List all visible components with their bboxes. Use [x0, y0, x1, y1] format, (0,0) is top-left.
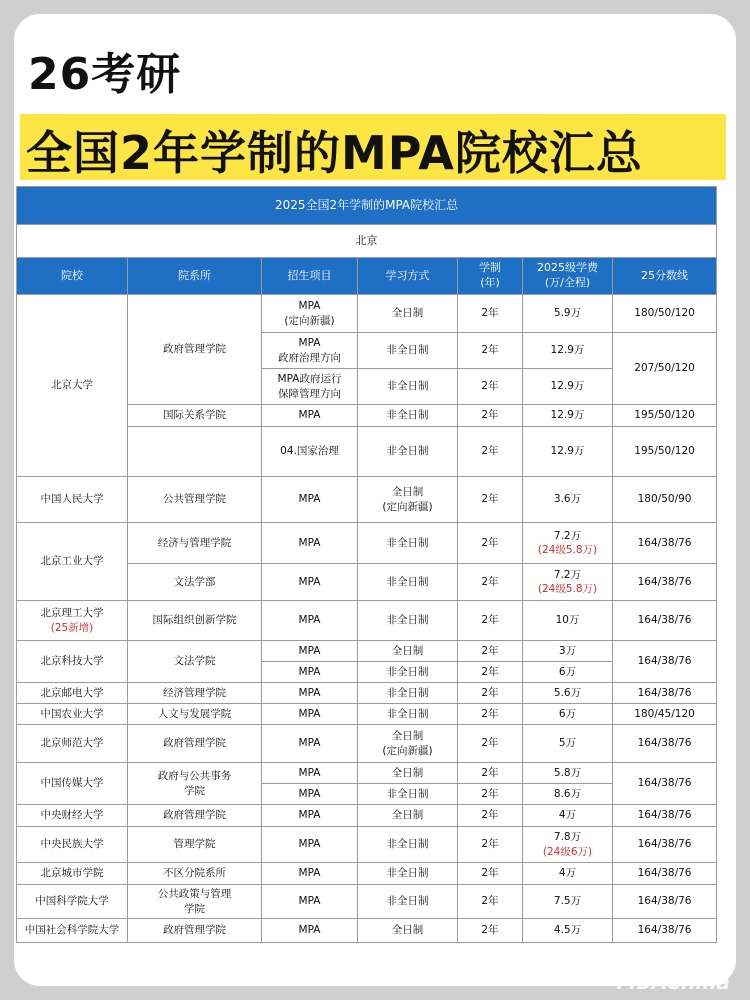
- col-header: 学制 (年): [458, 258, 523, 295]
- program-cell: MPA: [262, 641, 358, 662]
- poster-title-line2: 全国2年学制的MPA院校汇总: [26, 126, 643, 180]
- years-cell: 2年: [458, 704, 523, 725]
- school-cell: 中国农业大学: [17, 704, 128, 725]
- score-cell: 164/38/76: [613, 863, 717, 885]
- school-cell: 中央财经大学: [17, 805, 128, 827]
- fee-cell: 5.9万: [523, 295, 613, 333]
- years-cell: 2年: [458, 477, 523, 523]
- school-cell: 北京大学: [17, 295, 128, 477]
- dept-cell: 经济管理学院: [128, 683, 262, 704]
- mode-cell: 非全日制: [358, 369, 458, 405]
- mode-cell: 全日制: [358, 919, 458, 943]
- mode-cell: 非全日制: [358, 405, 458, 427]
- years-cell: 2年: [458, 662, 523, 683]
- years-cell: 2年: [458, 369, 523, 405]
- fee-cell: 5万: [523, 725, 613, 763]
- mode-cell: 全日制 (定向新疆): [358, 725, 458, 763]
- mode-cell: 非全日制: [358, 704, 458, 725]
- program-cell: MPA: [262, 763, 358, 784]
- school-cell: 北京科技大学: [17, 641, 128, 683]
- school-cell: 北京邮电大学: [17, 683, 128, 704]
- mode-cell: 非全日制: [358, 827, 458, 863]
- col-header: 学习方式: [358, 258, 458, 295]
- mode-cell: 非全日制: [358, 683, 458, 704]
- program-cell: MPA: [262, 523, 358, 564]
- program-cell: MPA: [262, 405, 358, 427]
- program-cell: MPA: [262, 885, 358, 919]
- fee-cell: 6万: [523, 662, 613, 683]
- score-cell: 164/38/76: [613, 641, 717, 683]
- program-cell: MPA: [262, 784, 358, 805]
- mpa-schools-table: [16, 186, 717, 943]
- years-cell: 2年: [458, 683, 523, 704]
- fee-cell: 5.8万: [523, 763, 613, 784]
- years-cell: 2年: [458, 784, 523, 805]
- school-cell: 中央民族大学: [17, 827, 128, 863]
- fee-cell: 4.5万: [523, 919, 613, 943]
- fee-cell: 7.5万: [523, 885, 613, 919]
- program-cell: MPA: [262, 601, 358, 641]
- watermark-logo: MBAChina: [616, 970, 730, 994]
- fee-note: (24级5.8万): [537, 544, 598, 556]
- fee-cell: 12.9万: [523, 369, 613, 405]
- score-cell: 164/38/76: [613, 725, 717, 763]
- years-cell: 2年: [458, 725, 523, 763]
- score-cell: 164/38/76: [613, 827, 717, 863]
- score-cell: 180/50/120: [613, 295, 717, 333]
- dept-cell: 政府与公共事务 学院: [128, 763, 262, 805]
- years-cell: 2年: [458, 333, 523, 369]
- years-cell: 2年: [458, 405, 523, 427]
- mode-cell: 全日制: [358, 641, 458, 662]
- program-cell: MPA: [262, 919, 358, 943]
- col-header: 院系所: [128, 258, 262, 295]
- school-cell: 中国社会科学院大学: [17, 919, 128, 943]
- fee-cell: 12.9万: [523, 405, 613, 427]
- years-cell: 2年: [458, 601, 523, 641]
- table-caption: 2025全国2年学制的MPA院校汇总: [17, 187, 717, 225]
- program-cell: MPA: [262, 564, 358, 601]
- col-header: 2025级学费 (万/全程): [523, 258, 613, 295]
- fee-cell: 8.6万: [523, 784, 613, 805]
- years-cell: 2年: [458, 805, 523, 827]
- dept-cell: 政府管理学院: [128, 919, 262, 943]
- fee-cell: 3.6万: [523, 477, 613, 523]
- fee-value: 7.8万: [553, 831, 582, 844]
- dept-cell: [128, 427, 262, 477]
- score-cell: 195/50/120: [613, 405, 717, 427]
- mode-cell: 非全日制: [358, 885, 458, 919]
- years-cell: 2年: [458, 564, 523, 601]
- school-cell: 北京工业大学: [17, 523, 128, 601]
- fee-cell: [523, 564, 613, 601]
- program-cell: 04.国家治理: [262, 427, 358, 477]
- mode-cell: 非全日制: [358, 523, 458, 564]
- years-cell: 2年: [458, 641, 523, 662]
- fee-note: (24级5.8万): [537, 583, 598, 595]
- program-cell: MPA (定向新疆): [262, 295, 358, 333]
- score-cell: 164/38/76: [613, 763, 717, 805]
- program-cell: MPA: [262, 704, 358, 725]
- score-cell: 195/50/120: [613, 427, 717, 477]
- years-cell: 2年: [458, 885, 523, 919]
- program-cell: MPA: [262, 477, 358, 523]
- years-cell: 2年: [458, 827, 523, 863]
- years-cell: 2年: [458, 295, 523, 333]
- fee-cell: 4万: [523, 805, 613, 827]
- fee-cell: 6万: [523, 704, 613, 725]
- score-cell: 180/50/90: [613, 477, 717, 523]
- score-cell: 164/38/76: [613, 523, 717, 564]
- score-cell: 164/38/76: [613, 564, 717, 601]
- col-header: 招生项目: [262, 258, 358, 295]
- dept-cell: 管理学院: [128, 827, 262, 863]
- dept-cell: 文法学院: [128, 641, 262, 683]
- school-cell: [17, 601, 128, 641]
- mode-cell: 非全日制: [358, 601, 458, 641]
- score-cell: 180/45/120: [613, 704, 717, 725]
- fee-cell: 12.9万: [523, 427, 613, 477]
- poster-title-line1: 26考研: [28, 49, 182, 100]
- region-label: 北京: [17, 225, 717, 258]
- mode-cell: 全日制 (定向新疆): [358, 477, 458, 523]
- dept-cell: 政府管理学院: [128, 295, 262, 405]
- mode-cell: 全日制: [358, 295, 458, 333]
- fee-cell: 12.9万: [523, 333, 613, 369]
- fee-cell: [523, 523, 613, 564]
- program-cell: MPA: [262, 662, 358, 683]
- school-cell: 中国人民大学: [17, 477, 128, 523]
- years-cell: 2年: [458, 427, 523, 477]
- score-cell: 164/38/76: [613, 805, 717, 827]
- score-cell: 164/38/76: [613, 683, 717, 704]
- program-cell: MPA: [262, 683, 358, 704]
- school-cell: 中国科学院大学: [17, 885, 128, 919]
- dept-cell: 人文与发展学院: [128, 704, 262, 725]
- score-cell: 207/50/120: [613, 333, 717, 405]
- program-cell: MPA政府运行 保障管理方向: [262, 369, 358, 405]
- program-cell: MPA: [262, 805, 358, 827]
- fee-cell: 10万: [523, 601, 613, 641]
- mode-cell: 非全日制: [358, 784, 458, 805]
- dept-cell: 国际关系学院: [128, 405, 262, 427]
- years-cell: 2年: [458, 523, 523, 564]
- score-cell: 164/38/76: [613, 601, 717, 641]
- dept-cell: 政府管理学院: [128, 725, 262, 763]
- col-header: 院校: [17, 258, 128, 295]
- dept-cell: 文法学部: [128, 564, 262, 601]
- new-tag: (25新增): [50, 621, 94, 634]
- mode-cell: 非全日制: [358, 863, 458, 885]
- mode-cell: 非全日制: [358, 662, 458, 683]
- col-header: 25分数线: [613, 258, 717, 295]
- dept-cell: 国际组织创新学院: [128, 601, 262, 641]
- mode-cell: 非全日制: [358, 427, 458, 477]
- program-cell: MPA: [262, 827, 358, 863]
- dept-cell: 公共管理学院: [128, 477, 262, 523]
- dept-cell: 政府管理学院: [128, 805, 262, 827]
- fee-cell: [523, 827, 613, 863]
- fee-note: (24级6万): [542, 845, 593, 858]
- program-cell: MPA 政府治理方向: [262, 333, 358, 369]
- mode-cell: 全日制: [358, 805, 458, 827]
- mode-cell: 非全日制: [358, 333, 458, 369]
- school-name: 北京理工大学: [40, 607, 104, 620]
- fee-value: 7.2万: [553, 568, 582, 581]
- school-cell: 北京师范大学: [17, 725, 128, 763]
- mode-cell: 非全日制: [358, 564, 458, 601]
- years-cell: 2年: [458, 919, 523, 943]
- mode-cell: 全日制: [358, 763, 458, 784]
- fee-cell: 3万: [523, 641, 613, 662]
- program-cell: MPA: [262, 725, 358, 763]
- fee-cell: 4万: [523, 863, 613, 885]
- fee-value: 7.2万: [553, 529, 582, 542]
- years-cell: 2年: [458, 863, 523, 885]
- score-cell: 164/38/76: [613, 919, 717, 943]
- school-cell: 中国传媒大学: [17, 763, 128, 805]
- school-cell: 北京城市学院: [17, 863, 128, 885]
- dept-cell: 经济与管理学院: [128, 523, 262, 564]
- fee-cell: 5.6万: [523, 683, 613, 704]
- years-cell: 2年: [458, 763, 523, 784]
- dept-cell: 不区分院系所: [128, 863, 262, 885]
- score-cell: 164/38/76: [613, 885, 717, 919]
- dept-cell: 公共政策与管理 学院: [128, 885, 262, 919]
- program-cell: MPA: [262, 863, 358, 885]
